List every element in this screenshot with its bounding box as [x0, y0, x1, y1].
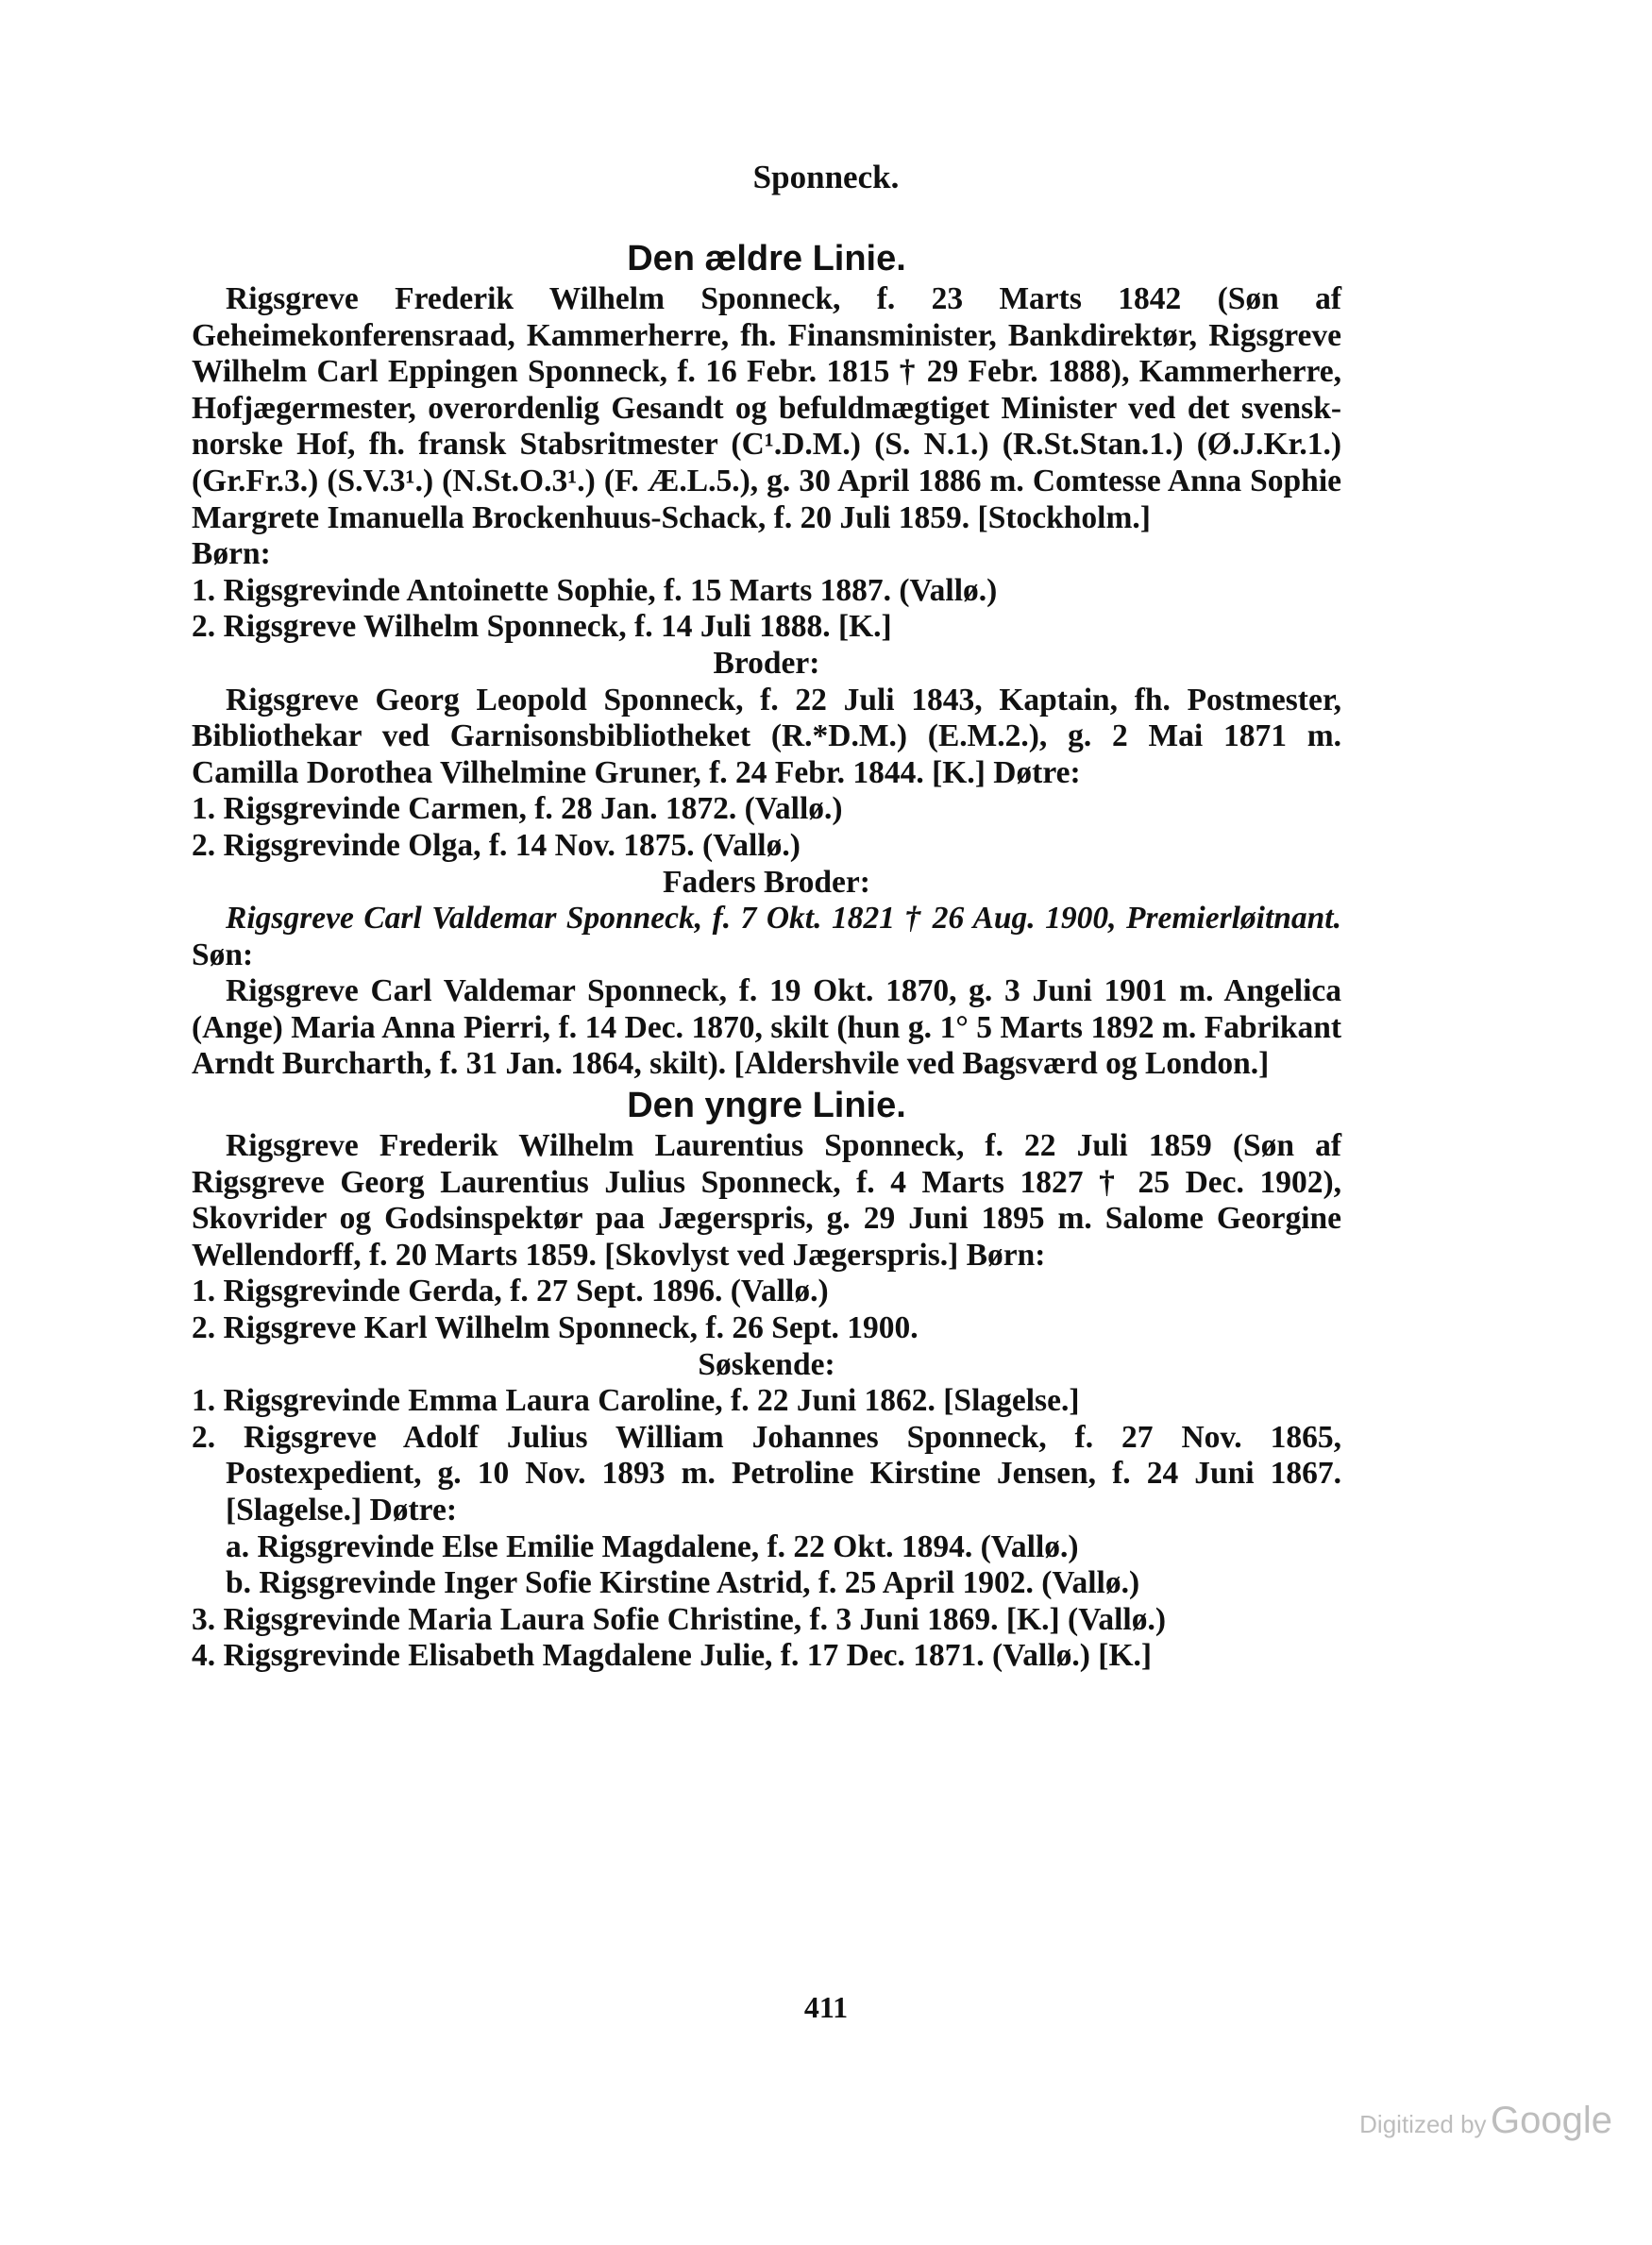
uncle-son-label: Søn:	[192, 937, 254, 972]
siblings-label: Søskende:	[698, 1346, 835, 1382]
digitized-watermark	[1359, 2100, 1612, 2142]
list-item: 2. Rigsgrevinde Olga, f. 14 Nov. 1875. (Vallø.)	[192, 827, 801, 863]
list-item: 3. Rigsgrevinde Maria Laura Sofie Christine, f. 3 Juni 1869. [K.] (Vallø.)	[192, 1601, 1166, 1637]
younger-head-entry: Rigsgreve Frederik Wilhelm Laurentius Sponneck, f. 22 Juli 1859 (Søn af Rigsgreve Georg Laurentius Julius Sponneck, f. 4 Marts 1827 † 25 Dec. 1902), Skovrider og Godsinspektør paa Jægerspris, g. 29 Juni 1895 m. Salome Georgine Wellendorff, f. 20 Marts 1859. [Skovlyst ved Jægerspris.] Børn:	[192, 1128, 1341, 1273]
list-item: 1. Rigsgrevinde Carmen, f. 28 Jan. 1872. (Vallø.)	[192, 791, 843, 827]
list-item: 2. Rigsgreve Wilhelm Sponneck, f. 14 Juli 1888. [K.]	[192, 609, 892, 645]
list-item: 1. Rigsgrevinde Antoinette Sophie, f. 15 Marts 1887. (Vallø.)	[192, 572, 998, 608]
elder-head-entry: Rigsgreve Frederik Wilhelm Sponneck, f. 23 Marts 1842 (Søn af Geheimekonferensraad, Kammerherre, fh. Finansminister, Bankdirektør, Rigsgreve Wilhelm Carl Eppingen Sponneck, f. 16 Febr. 1815 † 29 Febr. 1888), Kammerherre, Hofjægermester, overordenlig Gesandt og befuldmægtiget Minister ved det svensk-norske Hof, fh. fransk Stabsritmester (C¹.D.M.) (S. N.1.) (R.St.Stan.1.) (Ø.J.Kr.1.) (Gr.Fr.3.) (S.V.3¹.) (N.St.O.3¹.) (F. Æ.L.5.), g. 30 April 1886 m. Comtesse Anna Sophie Margrete Imanuella Brockenhuus-Schack, f. 20 Juli 1859. [Stockholm.]	[192, 281, 1341, 535]
uncle-label: Faders Broder:	[663, 864, 870, 900]
list-item: 1. Rigsgrevinde Gerda, f. 27 Sept. 1896. (Vallø.)	[192, 1274, 829, 1309]
page-number: 411	[803, 1990, 849, 2024]
list-item: 1. Rigsgrevinde Emma Laura Caroline, f. 22 Juni 1862. [Slagelse.]	[192, 1383, 1080, 1419]
section-heading-younger: Den yngre Linie.	[627, 1086, 906, 1126]
list-item: b. Rigsgrevinde Inger Sofie Kirstine Astrid, f. 25 April 1902. (Vallø.)	[226, 1565, 1140, 1601]
list-item: 4. Rigsgrevinde Elisabeth Magdalene Julie, f. 17 Dec. 1871. (Vallø.) [K.]	[192, 1638, 1153, 1674]
google-logo: Google	[1491, 2100, 1612, 2141]
elder-children-label: Børn:	[192, 536, 271, 572]
list-item: a. Rigsgrevinde Else Emilie Magdalene, f. 22 Okt. 1894. (Vallø.)	[226, 1528, 1079, 1564]
section-heading-elder: Den ældre Linie.	[627, 239, 906, 279]
brother-entry: Rigsgreve Georg Leopold Sponneck, f. 22 Juli 1843, Kaptain, fh. Postmester, Bibliothekar ved Garnisonsbibliotheket (R.*D.M.) (E.M.2.), g. 2 Mai 1871 m. Camilla Dorothea Vilhelmine Gruner, f. 24 Febr. 1844. [K.] Døtre:	[192, 682, 1341, 790]
page-body	[192, 236, 1341, 1675]
list-item: 2. Rigsgreve Adolf Julius William Johannes Sponneck, f. 27 Nov. 1865, Postexpedient, g. 10 Nov. 1893 m. Petroline Kirstine Jensen, f. 24 Juni 1867. [Slagelse.] Døtre:	[192, 1419, 1341, 1528]
watermark-prefix: Digitized by	[1359, 2110, 1487, 2138]
page-title: Sponneck.	[752, 159, 900, 195]
list-item: 2. Rigsgreve Karl Wilhelm Sponneck, f. 26 Sept. 1900.	[192, 1310, 919, 1346]
brother-label: Broder:	[713, 645, 820, 681]
uncle-entry-paragraph	[192, 901, 1341, 973]
uncle-entry: Rigsgreve Carl Valdemar Sponneck, f. 7 Okt. 1821 † 26 Aug. 1900, Premierløitnant.	[226, 901, 1341, 937]
uncle-son-entry: Rigsgreve Carl Valdemar Sponneck, f. 19 Okt. 1870, g. 3 Juni 1901 m. Angelica (Ange) Maria Anna Pierri, f. 14 Dec. 1870, skilt (hun g. 1° 5 Marts 1892 m. Fabrikant Arndt Burcharth, f. 31 Jan. 1864, skilt). [Aldershvile ved Bagsværd og London.]	[192, 973, 1341, 1082]
